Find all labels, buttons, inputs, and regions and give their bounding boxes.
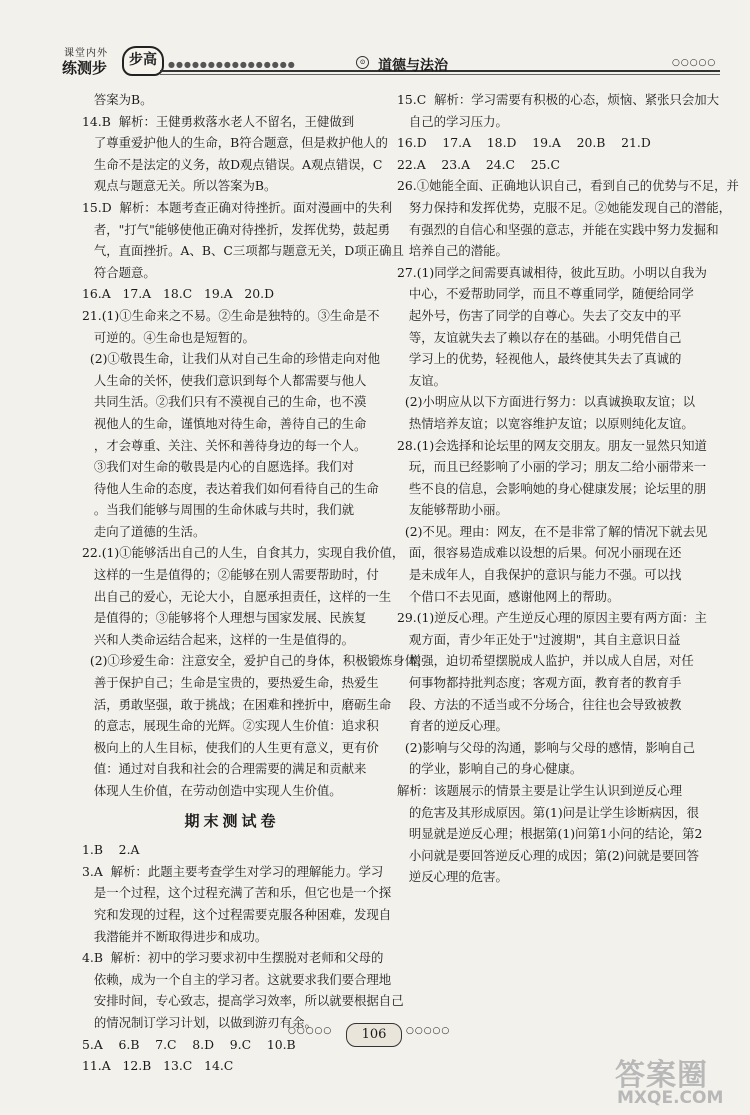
text-line: 的情况制订学习计划，以做到游刃有余。 — [82, 1014, 317, 1030]
text-line: 有强烈的自信心和坚强的意志，并能在实践中努力发掘和 — [397, 221, 719, 237]
text-line: 的学业，影响自己的身心健康。 — [397, 761, 583, 777]
text-line: 1.B 2.A — [82, 842, 140, 858]
text-line: 我潜能并不断取得进步和成功。 — [82, 928, 268, 944]
text-line: 善于保护自己；生命是宝贵的，要热爱生命，热爱生 — [82, 675, 379, 691]
text-line: 依赖，成为一个自主的学习者。这就要求我们要合理地 — [82, 971, 392, 987]
text-line: 27.(1)同学之间需要真诚相待，彼此互助。小明以自我为 — [397, 264, 707, 280]
text-line: (2)①珍爱生命：注意安全，爱护自己的身体，积极锻炼身体， — [82, 653, 430, 669]
text-line: (2)①敬畏生命，让我们从对自己生命的珍惜走向对他 — [82, 351, 381, 367]
text-line: 观点与题意无关。所以答案为B。 — [82, 178, 277, 194]
final-test-answers — [82, 839, 404, 1077]
text-line: 了尊重爱护他人的生命，B符合题意，但是救护他人的 — [82, 135, 388, 151]
text-line: 友能够帮助小丽。 — [397, 502, 508, 518]
watermark-url: MXQE.COM — [617, 1088, 724, 1108]
text-line: 11.A 12.B 13.C 14.C — [82, 1058, 234, 1074]
text-line: 者，"打气"能够使他正确对待挫折，发挥优势，鼓起勇 — [82, 221, 391, 237]
header-decoration-dots: ●●●●●●●●●●●●●●●● — [168, 60, 296, 69]
text-line: 小问就是要回答逆反心理的成因；第(2)问就是要回答 — [397, 847, 699, 863]
text-line: 。当我们能够与周围的生命休戚与共时，我们就 — [82, 502, 355, 518]
text-line: 26.①她能全面、正确地认识自己，看到自己的优势与不足，并 — [397, 178, 739, 194]
text-line: 走向了道德的生活。 — [82, 523, 206, 539]
text-line: 符合题意。 — [82, 264, 156, 280]
text-line: 14.B 解析：王健勇救落水老人不留名，王健做到 — [82, 113, 355, 129]
brand-title: 练测步 — [62, 59, 108, 77]
brand-tagline: 课堂内外 — [64, 48, 108, 59]
text-line: 这样的一生是值得的；②能够在别人需要帮助时，付 — [82, 567, 379, 583]
text-line: 热情培养友谊；以宽容维护友谊；以原则纯化友谊。 — [397, 415, 694, 431]
text-line: 兴和人类命运结合起来，这样的一生是值得的。 — [82, 631, 355, 647]
brand-badge-logo: 步高 — [122, 46, 164, 76]
text-line: 的意志，展现生命的光辉。②实现人生价值：追求积 — [82, 718, 379, 734]
text-line: 4.B 解析：初中的学习要求初中生摆脱对老师和父母的 — [82, 950, 384, 966]
text-line: 视他人的生命，谨慎地对待生命，善待自己的生命 — [82, 415, 367, 431]
text-line: 究和发现的过程，这个过程需要克服各种困难，发现自 — [82, 906, 392, 922]
text-line: 待他人生命的态度，表达着我们如何看待自己的生命 — [82, 480, 379, 496]
text-line: 何事物都持批判态度；客观方面，教育者的教育手 — [397, 675, 682, 691]
text-line: 面，很容易造成难以设想的后果。何况小丽现在还 — [397, 545, 682, 561]
header-circles-decoration: ○○○○○ — [672, 58, 717, 68]
text-line: 活，勇敢坚强，敢于挑战；在困难和挫折中，磨砺生命 — [82, 696, 392, 712]
watermark-mark: 答案圈 — [615, 1058, 708, 1093]
text-line: 21.(1)①生命来之不易。②生命是独特的。③生命是不 — [82, 307, 380, 323]
text-line: 可逆的。④生命也是短暂的。 — [82, 329, 255, 345]
text-line: 22.A 23.A 24.C 25.C — [397, 156, 560, 172]
text-line: (2)影响与父母的沟通，影响与父母的感情，影响自己 — [397, 739, 696, 755]
subject-icon: ⊙ — [356, 56, 369, 69]
text-line: 体现人生价值，在劳动创造中实现人生价值。 — [82, 783, 342, 798]
text-line: 28.(1)会选择和论坛里的网友交朋友。朋友一显然只知道 — [397, 437, 707, 453]
text-line: 是未成年人，自我保护的意识与能力不强。可以找 — [397, 567, 682, 583]
text-line: (2)不见。理由：网友，在不是非常了解的情况下就去见 — [397, 523, 708, 539]
text-line: 是一个过程，这个过程充满了苦和乐，但它也是一个探 — [82, 885, 392, 901]
text-line: 玩，而且已经影响了小丽的学习；朋友二给小丽带来一 — [397, 459, 707, 475]
text-line: 解析：该题展示的情景主要是让学生认识到逆反心理 — [397, 783, 682, 798]
text-line: 生命不是法定的义务，故D观点错误。A观点错误，C — [82, 156, 383, 172]
text-line: 16.A 17.A 18.C 19.A 20.D — [82, 286, 275, 302]
text-line: 16.D 17.A 18.D 19.A 20.B 21.D — [397, 135, 651, 151]
page-number: 106 — [346, 1023, 402, 1047]
text-line: 段、方法的不适当或不分场合，往往也会导致被教 — [397, 696, 682, 712]
text-line: ，才会尊重、关注、关怀和善待身边的每一个人。 — [82, 437, 367, 453]
section-title-final-test: 期末测试卷 — [184, 811, 280, 830]
text-line: 29.(1)逆反心理。产生逆反心理的原因主要有两方面：主 — [397, 610, 707, 626]
text-line: 答案为B。 — [82, 92, 153, 107]
text-line: 是值得的；③能够将个人理想与国家发展、民族复 — [82, 610, 367, 626]
text-line: 观方面，青少年正处于"过渡期"，其自主意识日益 — [397, 631, 681, 647]
text-line: 育者的逆反心理。 — [397, 718, 508, 734]
text-line: 个借口不去见面，感谢他网上的帮助。 — [397, 588, 620, 604]
text-line: 自己的学习压力。 — [397, 113, 508, 129]
text-line: (2)小明应从以下方面进行努力：以真诚换取友谊；以 — [397, 394, 696, 410]
text-line: 15.C 解析：学习需要有积极的心态，烦恼、紧张只会加大 — [397, 92, 720, 107]
text-line: 等，友谊就失去了赖以存在的基础。小明凭借自己 — [397, 329, 682, 345]
text-line: 出自己的爱心，无论大小，自愿承担责任，这样的一生 — [82, 588, 392, 604]
text-line: 中心，不爱帮助同学，而且不尊重同学，随便给同学 — [397, 286, 694, 302]
text-line: 逆反心理的危害。 — [397, 869, 508, 885]
page-header — [60, 40, 720, 88]
text-line: 值：通过对自我和社会的合理需要的满足和贡献来 — [82, 761, 367, 777]
text-line: 学习上的优势，轻视他人，最终使其失去了真诚的 — [397, 351, 682, 367]
right-column — [397, 89, 739, 888]
text-line: 15.D 解析：本题考查正确对待挫折。面对漫画中的失利 — [82, 199, 393, 215]
footer-dots-right: ○○○○○ — [406, 1026, 451, 1036]
text-line: 5.A 6.B 7.C 8.D 9.C 10.B — [82, 1036, 296, 1052]
text-line: 人生命的关怀，使我们意识到每个人都需要与他人 — [82, 372, 367, 388]
text-line: 安排时间，专心致志，提高学习效率，所以就要根据自己 — [82, 993, 404, 1009]
right-column-answers — [397, 89, 739, 888]
text-line: 努力保持和发挥优势，克服不足。②她能发现自己的潜能， — [397, 199, 731, 215]
text-line: ③我们对生命的敬畏是内心的自愿选择。我们对 — [82, 459, 355, 475]
text-line: 培养自己的潜能。 — [397, 243, 508, 259]
text-line: 3.A 解析：此题主要考查学生对学习的理解能力。学习 — [82, 863, 384, 879]
text-line: 极向上的人生目标，使我们的人生更有意义，更有价 — [82, 739, 379, 755]
text-line: 明显就是逆反心理；根据第(1)问第1小问的结论，第2 — [397, 826, 703, 842]
text-line: 增强，迫切希望摆脱成人监护，并以成人自居，对任 — [397, 653, 694, 669]
text-line: 友谊。 — [397, 372, 446, 388]
subject-title: 道德与法治 — [378, 58, 448, 74]
footer-dots-left: ○○○○○ — [288, 1026, 333, 1036]
text-line: 起外号，伤害了同学的自尊心。失去了交友中的平 — [397, 307, 682, 323]
text-line: 共同生活。②我们只有不漠视自己的生命，也不漠 — [82, 394, 367, 410]
watermark-logo — [615, 1048, 745, 1112]
text-line: 22.(1)①能够活出自己的人生，自食其力，实现自我价值， — [82, 545, 405, 561]
text-line: 些不良的信息，会影响她的身心健康发展；论坛里的朋 — [397, 480, 707, 496]
text-line: 气，直面挫折。A、B、C三项都与题意无关，D项正确且 — [82, 243, 404, 259]
text-line: 的危害及其形成原因。第(1)问是让学生诊断病因，很 — [397, 804, 699, 820]
